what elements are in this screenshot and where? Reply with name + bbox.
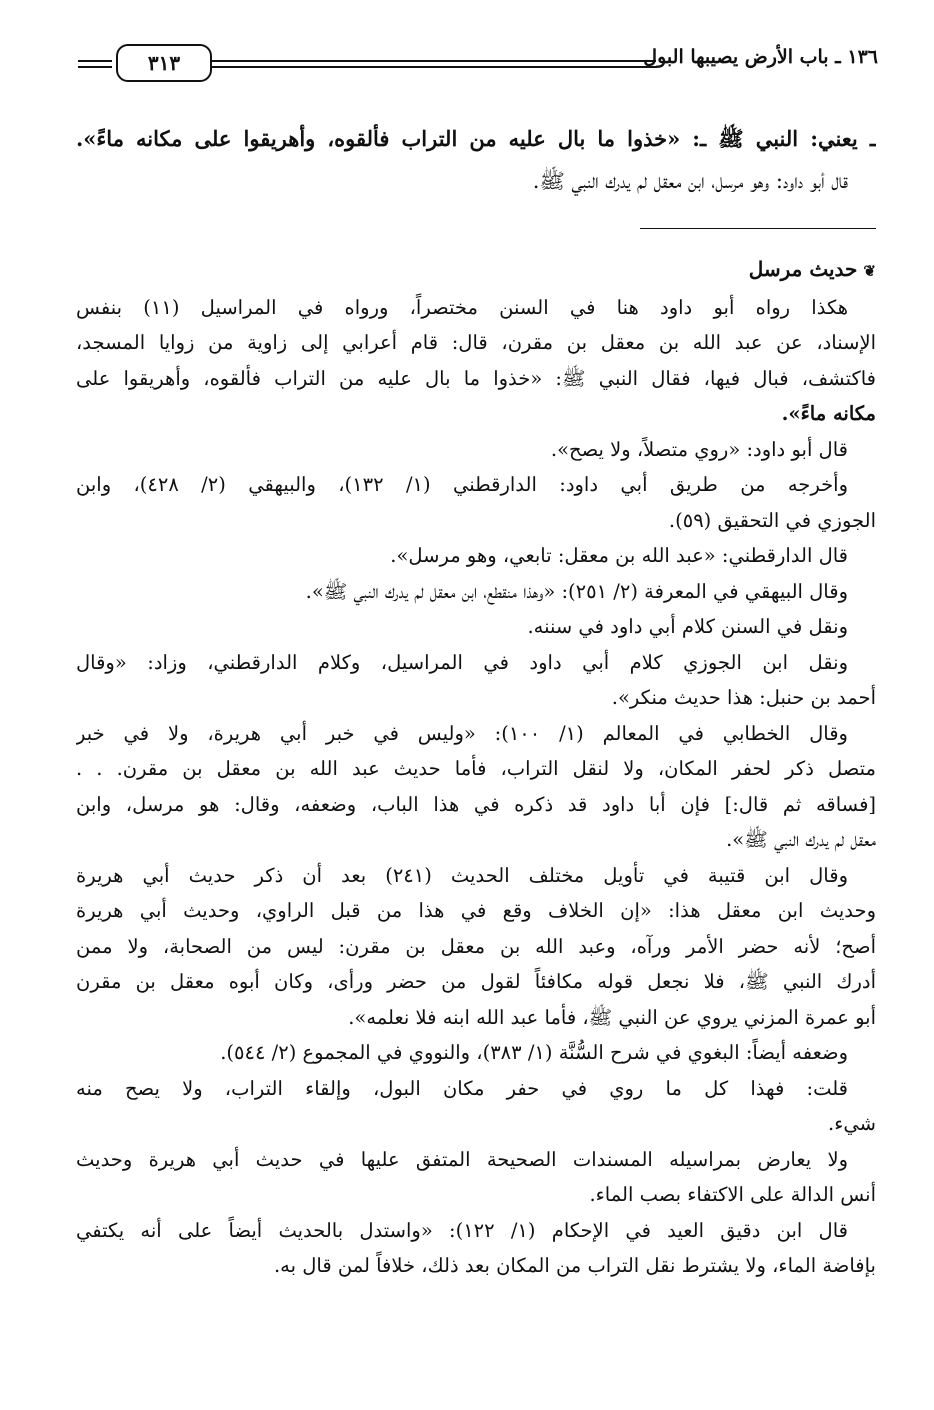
main-text xyxy=(76,118,876,202)
text-line: هكذا رواه أبو داود هنا في السنن مختصراً، ورواه في المراسيل (١١) بنفس xyxy=(76,295,849,319)
header-rule-right xyxy=(212,60,656,68)
main-text-line: ـ يعني: النبي ﷺ ـ: «خذوا ما بال عليه من التراب فألقوه، وأهريقوا على مكانه ماءً». xyxy=(76,126,876,151)
main-text-line: قال أبو داود: وهو مرسل، ابن معقل لم يدرك النبي ﷺ. xyxy=(532,169,848,193)
text-line: أدرك النبي ﷺ، فلا نجعل قوله مكافئاً لقول من حضر ورأى، وكان أبوه معقل بن مقرن xyxy=(76,970,876,993)
text-line: وضعفه أيضاً: البغوي في شرح السُّنَّة (١/ ٣٨٣)، والنووي في المجموع (٢/ ٥٤٤). xyxy=(220,1041,848,1064)
text-line: الجوزي في التحقيق (٥٩). xyxy=(668,508,876,532)
text-line: ونقل في السنن كلام أبي داود في سننه. xyxy=(527,615,848,638)
text-line: أنس الدالة على الاكتفاء بصب الماء. xyxy=(589,1183,876,1206)
text-line: أصح؛ لأنه حضر الأمر ورآه، وعبد الله بن معقل بن مقرن: ليس من الصحابة، ولا ممن xyxy=(76,934,876,958)
text-line: قال ابن دقيق العيد في الإحكام (١/ ١٢٢): «واستدل بالحديث أيضاً على أنه يكتفي xyxy=(76,1218,848,1242)
footnote-separator xyxy=(640,228,876,229)
text-line: ولا يعارض بمراسيله المسندات الصحيحة المتفق عليها في حديث أبي هريرة وحديث xyxy=(76,1147,848,1171)
book-icon: ❦ xyxy=(863,262,876,280)
commentary-section xyxy=(76,252,876,1284)
text-line: قال الدارقطني: «عبد الله بن معقل: تابعي، وهو مرسل». xyxy=(390,544,848,567)
text-line: [فساقه ثم قال:] فإن أبا داود قد ذكره في هذا الباب، وضعفه، وقال: هو مرسل، وابن xyxy=(76,792,876,816)
text-line: وقال الخطابي في المعالم (١/ ١٠٠): «وليس في خبر أبي هريرة، ولا في خبر xyxy=(76,721,848,745)
text-line: مكانه ماءً». xyxy=(781,402,876,425)
text-line: وقال ابن قتيبة في تأويل مختلف الحديث (٢٤١) بعد أن ذكر حديث أبي هريرة xyxy=(76,863,848,887)
header-rule-left xyxy=(78,60,112,68)
text-line: متصل ذكر لحفر المكان، ولا لنقل التراب، فأما حديث عبد الله بن معقل بن مقرن. . . xyxy=(76,757,876,780)
section-heading: ❦حديث مرسل xyxy=(748,257,876,281)
text-line: قلت: فهذا كل ما روي في حفر مكان البول، وإلقاء التراب، ولا يصح منه xyxy=(76,1076,848,1100)
text-line: ونقل ابن الجوزي كلام أبي داود في المراسيل، وكلام الدارقطني، وزاد: «وقال xyxy=(76,650,848,674)
page-header xyxy=(78,44,878,86)
text-line: الإسناد، عن عبد الله بن معقل بن مقرن، قال: قام أعرابي إلى زاوية من زوايا المسجد، xyxy=(76,331,876,354)
page-number: ٣١٣ xyxy=(116,44,212,82)
text-line: وأخرجه من طريق أبي داود: الدارقطني (١/ ١٣٢)، والبيهقي (٢/ ٤٢٨)، وابن xyxy=(76,473,849,496)
chapter-title: ١٣٦ ـ باب الأرض يصيبها البول xyxy=(643,46,878,68)
text-line: معقل لم يدرك النبي ﷺ». xyxy=(726,828,876,851)
text-line: بإفاضة الماء، ولا يشترط نقل التراب من المكان بعد ذلك، خلافاً لمن قال به. xyxy=(273,1254,876,1277)
text-line: فاكتشف، فبال فيها، فقال النبي ﷺ: «خذوا ما بال عليه من التراب فألقوه، وأهريقوا على xyxy=(76,366,876,390)
text-line: وقال البيهقي في المعرفة (٢/ ٢٥١): «وهذا منقطع، ابن معقل لم يدرك النبي ﷺ». xyxy=(305,579,848,603)
text-line: أحمد بن حنبل: هذا حديث منكر». xyxy=(611,686,876,709)
text-line: قال أبو داود: «روي متصلاً، ولا يصح». xyxy=(550,437,848,461)
text-line: شيء. xyxy=(828,1112,876,1135)
text-line: وحديث ابن معقل هذا: «إن الخلاف وقع في هذا من قبل الراوي، وحديث أبي هريرة xyxy=(76,899,876,922)
text-line: أبو عمرة المزني يروي عن النبي ﷺ، فأما عبد الله ابنه فلا نعلمه». xyxy=(348,1005,876,1029)
